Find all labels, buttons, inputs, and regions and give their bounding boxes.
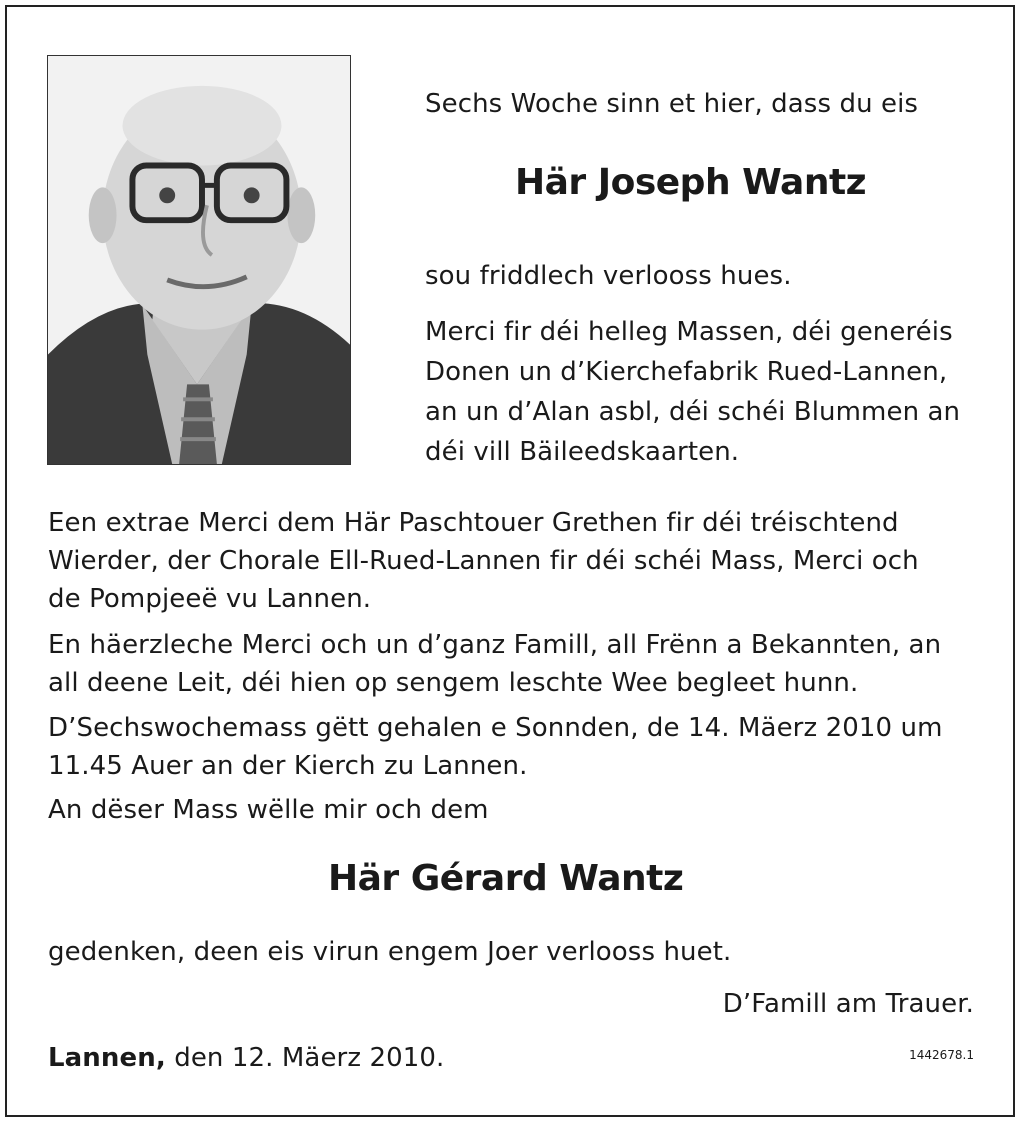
extra-thanks-line: de Pompjeeë vu Lannen. xyxy=(48,584,372,614)
mass-info-line: 11.45 Auer an der Kierch zu Lannen. xyxy=(48,751,528,781)
signature: D’Famill am Trauer. xyxy=(722,989,974,1019)
portrait-illustration xyxy=(48,56,350,464)
remember-intro-text: An dëser Mass wëlle mir och dem xyxy=(48,795,489,825)
portrait-photo xyxy=(47,55,351,465)
extra-thanks-line: Een extrae Merci dem Här Paschtouer Grethen fir déi tréischtend xyxy=(48,508,899,538)
reference-number: 1442678.1 xyxy=(909,1048,974,1062)
intro-after-text: sou friddlech verlooss hues. xyxy=(425,261,792,291)
intro-text: Sechs Woche sinn et hier, dass du eis xyxy=(425,89,919,119)
remembered-name: Här Gérard Wantz xyxy=(328,858,684,899)
date: den 12. Mäerz 2010. xyxy=(174,1043,445,1073)
place: Lannen, xyxy=(48,1043,166,1073)
extra-thanks-line: Wierder, der Chorale Ell-Rued-Lannen fir déi schéi Mass, Merci och xyxy=(48,546,919,576)
thanks-line: an un d’Alan asbl, déi schéi Blummen an xyxy=(425,397,961,427)
deceased-name: Här Joseph Wantz xyxy=(515,162,867,203)
thanks-line: Donen un d’Kierchefabrik Rued-Lannen, xyxy=(425,357,948,387)
mass-info-line: D’Sechswochemass gëtt gehalen e Sonnden, de 14. Mäerz 2010 um xyxy=(48,713,943,743)
remember-after-text: gedenken, deen eis virun engem Joer verlooss huet. xyxy=(48,937,732,967)
thanks-line: déi vill Bäileedskaarten. xyxy=(425,437,740,467)
family-thanks-line: En häerzleche Merci och un d’ganz Famill, all Frënn a Bekannten, an xyxy=(48,630,942,660)
family-thanks-line: all deene Leit, déi hien op sengem leschte Wee begleet hunn. xyxy=(48,668,859,698)
thanks-line: Merci fir déi helleg Massen, déi generéis xyxy=(425,317,953,347)
place-date xyxy=(48,1040,444,1076)
